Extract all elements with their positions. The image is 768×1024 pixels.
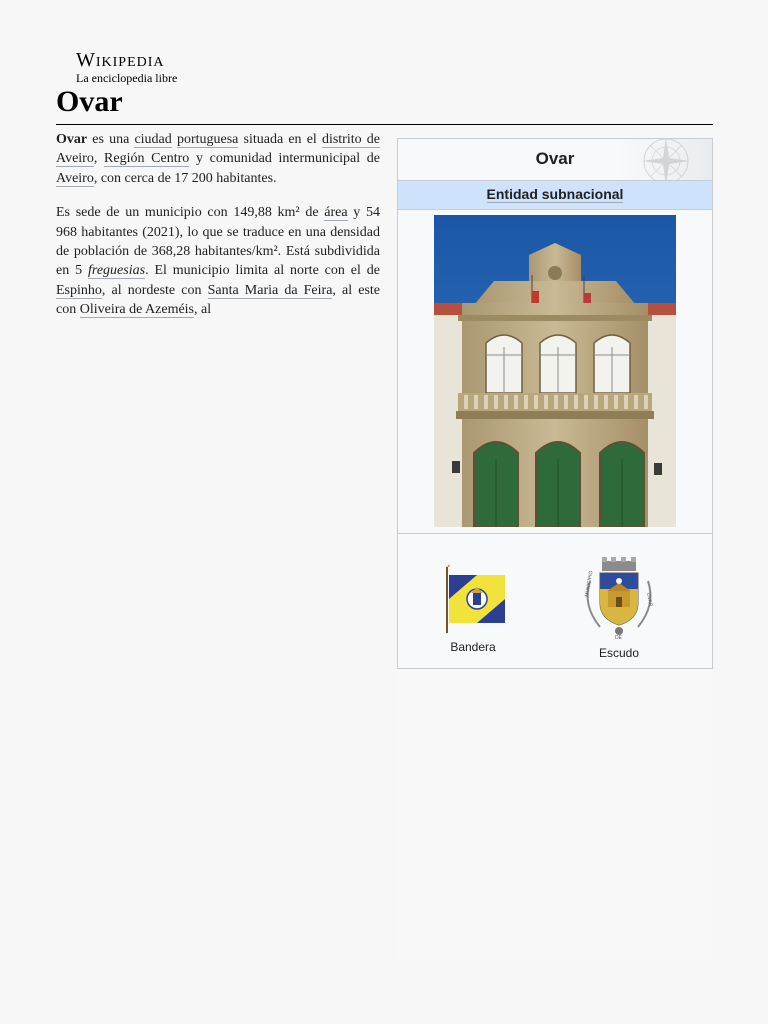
coat-caption: Escudo [598,646,640,660]
text: , con cerca de 17 200 habitantes. [93,170,277,186]
article-subject: Ovar [56,132,88,147]
compass-rose-icon [626,139,706,180]
wikipedia-logo[interactable] [76,50,177,85]
coat-ring-right-text: OVAR [645,592,654,607]
coat-of-arms-image[interactable] [578,557,660,641]
coat-of-arms-cell [578,557,660,660]
logo-wordmark: Wikipedia [76,49,165,71]
link-aveiro[interactable]: Aveiro [56,170,94,186]
flag-cell [438,563,508,654]
text: , al nordeste con [101,282,208,298]
text: , al [194,302,212,318]
infobox-title-text: Ovar [535,149,575,168]
intro-paragraph [56,130,380,188]
municipal-flag-image[interactable] [441,563,505,635]
article-body [56,130,380,335]
infobox-subheader [398,180,712,210]
text: y comunidad intermunicipal de [189,151,381,167]
link-area[interactable]: área [324,205,348,221]
text: , [93,151,105,167]
link-ciudad[interactable]: ciudad [134,132,172,147]
text: , al este con [56,282,381,318]
link-freguesias[interactable]: freguesias [88,263,146,279]
page-title: Ovar [56,85,123,118]
link-espinho[interactable]: Espinho [56,282,102,298]
entidad-subnacional-link[interactable]: Entidad subnacional [486,186,624,202]
link-distrito-de-aveiro[interactable]: distrito de Aveiro [56,132,380,167]
link-portuguesa[interactable]: portuguesa [176,132,239,147]
text: Es sede de un municipio con 149,88 km² de [56,205,325,221]
text: situada en el [238,132,322,147]
link-oliveira-de-azemeis[interactable]: Oliveira de Azeméis [79,302,195,318]
coat-ring-left-text: MUNICÍPIO [584,570,595,598]
text: y 54 968 habitantes (2021), lo que se traduce en una densidad de población de 368,28 habitantes/km². Está subdividida en 5 [56,205,380,279]
town-hall-photo[interactable] [434,215,676,527]
text: es una [87,132,135,147]
link-region-centro[interactable]: Región Centro [104,151,190,167]
flag-caption: Bandera [450,640,496,654]
town-hall-image [434,215,676,527]
link-santa-maria-da-feira[interactable]: Santa Maria da Feira [207,282,333,298]
coat-ring-bottom-text: DE [615,635,622,641]
infobox [397,138,713,669]
infobox-continuation [397,668,713,959]
infobox-separator [398,533,712,534]
text: . El municipio limita al norte con el de [145,263,381,279]
title-divider [56,124,713,125]
infobox-title [398,139,712,180]
municipality-paragraph [56,203,380,319]
logo-tagline: La enciclopedia libre [76,71,178,85]
